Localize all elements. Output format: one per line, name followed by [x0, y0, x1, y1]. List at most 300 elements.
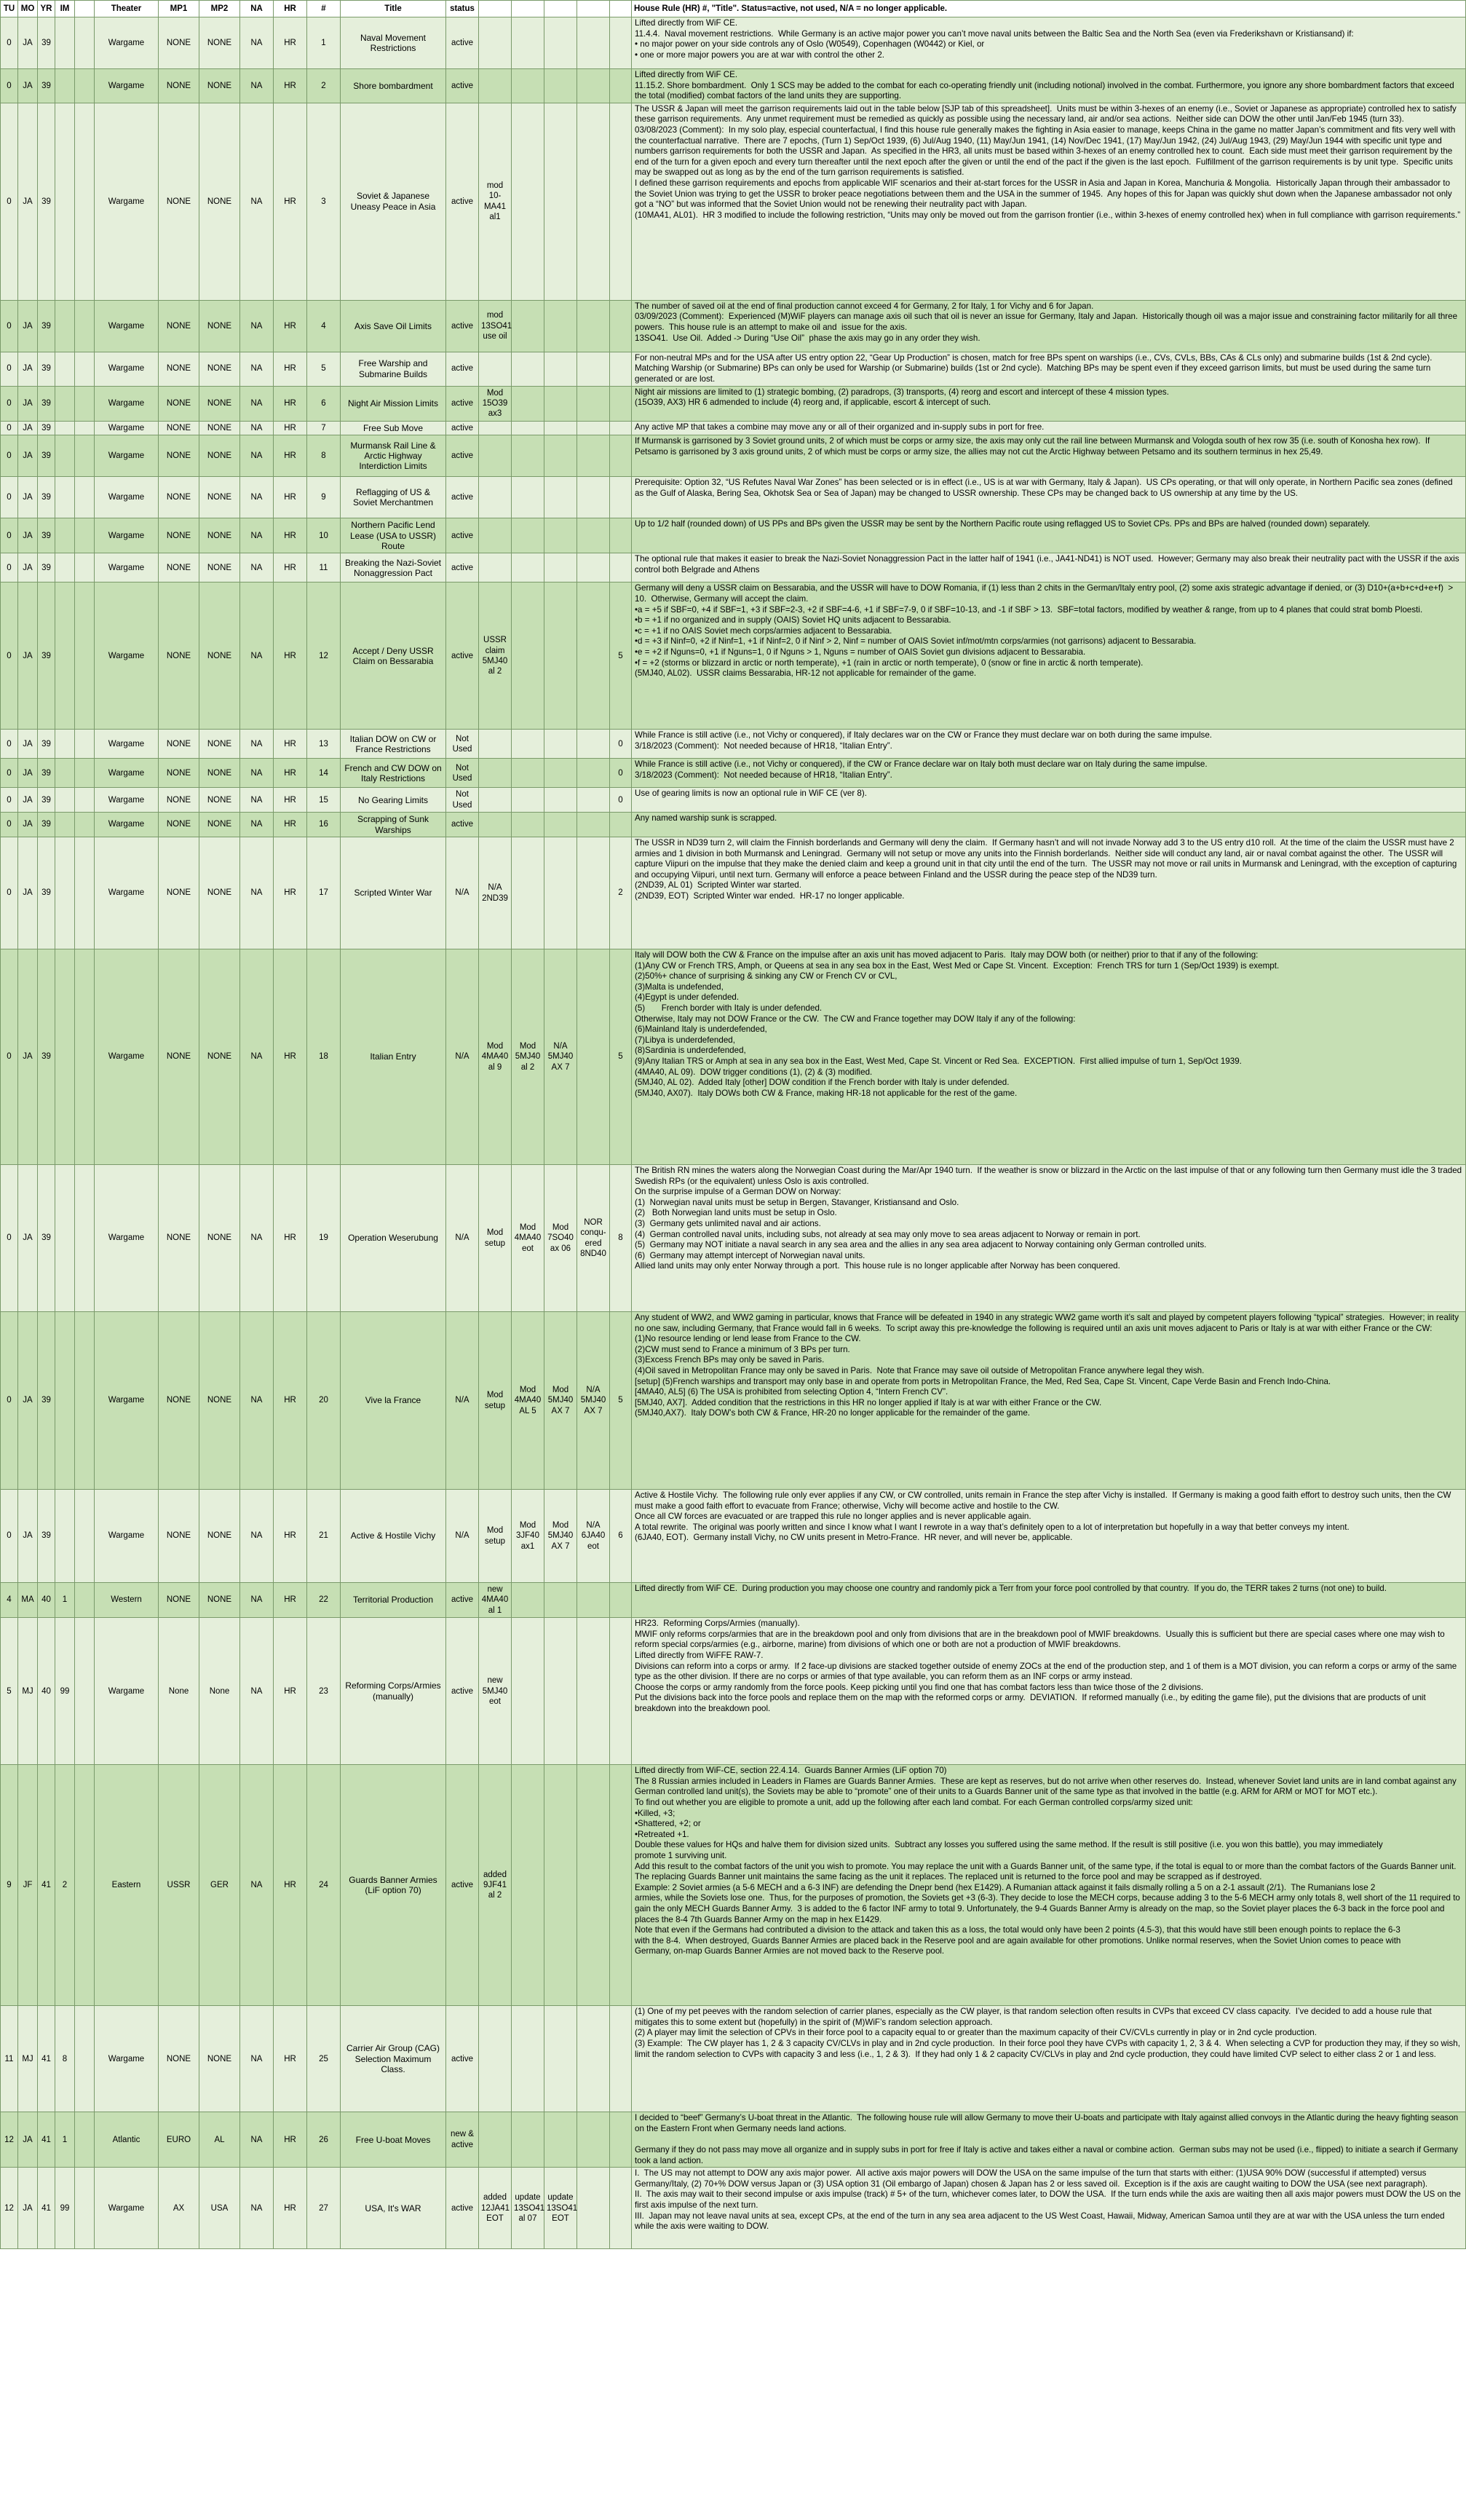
cell-na[interactable]: NA: [240, 352, 274, 386]
cell-blank-a[interactable]: [75, 813, 95, 837]
cell-theater[interactable]: Wargame: [95, 1312, 159, 1490]
cell-hr[interactable]: HR: [274, 813, 307, 837]
cell-mo[interactable]: JA: [18, 103, 38, 300]
cell-mp1[interactable]: NONE: [159, 1583, 199, 1618]
cell-col-o[interactable]: [512, 300, 544, 352]
cell-mp1[interactable]: NONE: [159, 813, 199, 837]
cell-im[interactable]: 99: [55, 1618, 75, 1765]
cell-title[interactable]: Free Warship and Submarine Builds: [341, 352, 446, 386]
cell-col-n[interactable]: mod 13SO41 use oil: [479, 300, 512, 352]
header-hr[interactable]: HR: [274, 1, 307, 17]
cell-col-o[interactable]: [512, 788, 544, 813]
cell-theater[interactable]: Wargame: [95, 553, 159, 582]
cell-yr[interactable]: 39: [38, 477, 55, 518]
cell-status[interactable]: N/A: [446, 1490, 479, 1583]
cell-col-p[interactable]: Mod 7SO40 ax 06: [544, 1165, 577, 1312]
cell-number[interactable]: 4: [307, 300, 341, 352]
cell-na[interactable]: NA: [240, 435, 274, 477]
cell-col-q[interactable]: N/A 6JA40 eot: [577, 1490, 610, 1583]
cell-na[interactable]: NA: [240, 518, 274, 553]
cell-blank-a[interactable]: [75, 788, 95, 813]
cell-tu[interactable]: 0: [1, 1490, 18, 1583]
cell-im[interactable]: [55, 730, 75, 759]
cell-hr[interactable]: HR: [274, 759, 307, 788]
cell-number[interactable]: 25: [307, 2006, 341, 2112]
cell-col-r[interactable]: 2: [610, 837, 632, 949]
header-col-n[interactable]: [479, 1, 512, 17]
cell-number[interactable]: 13: [307, 730, 341, 759]
cell-rule-text[interactable]: The optional rule that makes it easier to break the Nazi-Soviet Nonaggression Pact in the latter half of 1941 (i.e., JA41-ND41) is NOT used. However; Germany may also break their neutrality pact with the USSR if the axis control both Belgrade and Athens: [632, 553, 1466, 582]
cell-rule-text[interactable]: The number of saved oil at the end of final production cannot exceed 4 for Germany, 2 for Italy, 1 for Vichy and 6 for Japan. 03/09/2023 (Comment): Experienced (M)WiF players can manage axis oil such that oil is never an issue for Germany, Italy and Japan. Historically though oil was a major issue and constraining factor militarily for all three powers. This house rule is an attempt to make oil and issue for the axis. 13SO41. Use Oil. Added -> During “Use Oil” phase the axis may go in any order they wish.: [632, 300, 1466, 352]
header-yr[interactable]: YR: [38, 1, 55, 17]
cell-col-p[interactable]: [544, 386, 577, 421]
cell-im[interactable]: [55, 1312, 75, 1490]
cell-col-r[interactable]: 0: [610, 730, 632, 759]
cell-tu[interactable]: 0: [1, 421, 18, 435]
cell-col-q[interactable]: [577, 813, 610, 837]
cell-hr[interactable]: HR: [274, 2168, 307, 2249]
cell-blank-a[interactable]: [75, 352, 95, 386]
cell-col-p[interactable]: [544, 1618, 577, 1765]
cell-mo[interactable]: JA: [18, 17, 38, 69]
cell-na[interactable]: NA: [240, 1312, 274, 1490]
cell-col-r[interactable]: [610, 103, 632, 300]
cell-col-n[interactable]: mod 10-MA41 al1: [479, 103, 512, 300]
cell-col-r[interactable]: [610, 435, 632, 477]
cell-status[interactable]: active: [446, 1583, 479, 1618]
cell-blank-a[interactable]: [75, 2006, 95, 2112]
cell-title[interactable]: Italian Entry: [341, 949, 446, 1165]
cell-col-o[interactable]: [512, 69, 544, 103]
cell-yr[interactable]: 39: [38, 813, 55, 837]
cell-yr[interactable]: 39: [38, 518, 55, 553]
cell-yr[interactable]: 39: [38, 1490, 55, 1583]
cell-im[interactable]: [55, 69, 75, 103]
cell-col-o[interactable]: [512, 518, 544, 553]
cell-rule-text[interactable]: I decided to “beef” Germany’s U-boat threat in the Atlantic. The following house rule will allow Germany to move their U-boats and participate with Italy against allied convoys in the Atlantic during the heavy fighting season on the Eastern Front when Germany needs land actions. Germany if they do not pass may move all organize and in supply subs in port for free if Italy is active and takes either a naval or combine action. German subs may not be used (i.e., flipped) to initiate a search if Germany took a land action.: [632, 2112, 1466, 2168]
cell-number[interactable]: 3: [307, 103, 341, 300]
cell-theater[interactable]: Wargame: [95, 1165, 159, 1312]
cell-rule-text[interactable]: Lifted directly from WiF CE. 11.4.4. Naval movement restrictions. While Germany is an active major power you can’t move naval units between the Baltic Sea and the North Sea (even via Frederikshavn or Kristiansand) if: • no major power on your side controls any of Oslo (W0549), Copenhagen (W0442) or Kiel, or • one or more major powers you are at war with control the other 2.: [632, 17, 1466, 69]
cell-col-q[interactable]: [577, 759, 610, 788]
cell-mp2[interactable]: USA: [199, 2168, 240, 2249]
cell-rule-text[interactable]: While France is still active (i.e., not Vichy or conquered), if Italy declares war on the CW or France they must declare war on both during the same impulse. 3/18/2023 (Comment): Not needed because of HR18, “Italian Entry”.: [632, 730, 1466, 759]
cell-status[interactable]: active: [446, 1618, 479, 1765]
cell-tu[interactable]: 12: [1, 2168, 18, 2249]
cell-theater[interactable]: Wargame: [95, 2006, 159, 2112]
cell-hr[interactable]: HR: [274, 949, 307, 1165]
cell-col-p[interactable]: Mod 5MJ40 AX 7: [544, 1490, 577, 1583]
cell-im[interactable]: [55, 435, 75, 477]
cell-im[interactable]: 8: [55, 2006, 75, 2112]
cell-col-p[interactable]: [544, 17, 577, 69]
cell-theater[interactable]: Wargame: [95, 69, 159, 103]
cell-mo[interactable]: JA: [18, 553, 38, 582]
cell-rule-text[interactable]: Lifted directly from WiF CE. 11.15.2. Shore bombardment. Only 1 SCS may be added to the combat for each co-operating friendly unit (including notional) involved in the combat. Furthermore, you ignore any shore bombardment factors that exceed the total (modified) combat factors of the land units they are supporting.: [632, 69, 1466, 103]
cell-theater[interactable]: Wargame: [95, 813, 159, 837]
cell-mp2[interactable]: NONE: [199, 69, 240, 103]
cell-status[interactable]: active: [446, 1765, 479, 2006]
cell-status[interactable]: active: [446, 582, 479, 730]
cell-mp1[interactable]: NONE: [159, 730, 199, 759]
cell-tu[interactable]: 0: [1, 435, 18, 477]
cell-theater[interactable]: Wargame: [95, 2168, 159, 2249]
cell-rule-text[interactable]: For non-neutral MPs and for the USA after US entry option 22, “Gear Up Production” is chosen, match for free BPs spent on warships (i.e., CVs, CVLs, BBs, CAs & CLs only) and submarine builds (1st & 2nd cycle). Matching Warship (or Submarine) BPs can only be used for Warship (or Submarine) builds (1st or 2nd cycle). Matching BPs may be spent even if they exceed garrison limits, but must be used during the same turn generated or are lost.: [632, 352, 1466, 386]
cell-mo[interactable]: JA: [18, 759, 38, 788]
cell-mo[interactable]: JF: [18, 1765, 38, 2006]
cell-rule-text[interactable]: Night air missions are limited to (1) strategic bombing, (2) paradrops, (3) transports, (4) reorg and escort and intercept of these 4 mission types. (15O39, AX3) HR 6 admended to include (4) reorg and, if applicable, escort & intercept of such.: [632, 386, 1466, 421]
cell-tu[interactable]: 0: [1, 352, 18, 386]
cell-mp1[interactable]: NONE: [159, 518, 199, 553]
cell-tu[interactable]: 9: [1, 1765, 18, 2006]
cell-im[interactable]: 1: [55, 2112, 75, 2168]
cell-rule-text[interactable]: The British RN mines the waters along the Norwegian Coast during the Mar/Apr 1940 turn. If the weather is snow or blizzard in the Arctic on the last impulse of that or any following turn then Germany must idle the 3 traded Swedish RPs (or the equivalent) unless Oslo is axis controlled. On the surprise impulse of a German DOW on Norway: (1) Norwegian naval units must be setup in Bergen, Stavanger, Kristiansand and Oslo. (2) Both Norwegian land units must be setup in Oslo. (3) Germany gets unlimited naval and air actions. (4) German controlled naval units, including subs, not already at sea may only move to sea areas adjacent to Norway or remain in port. (5) Germany may NOT initiate a naval search in any sea area and the allies in any sea area adjacent to Norway containing only German controlled units. (6) Germany may attempt intercept of Norwegian naval units. Allied land units may only enter Norway through a port. This house rule is no longer applicable after Norway has been conquered.: [632, 1165, 1466, 1312]
cell-hr[interactable]: HR: [274, 553, 307, 582]
cell-tu[interactable]: 4: [1, 1583, 18, 1618]
cell-na[interactable]: NA: [240, 1583, 274, 1618]
cell-blank-a[interactable]: [75, 1583, 95, 1618]
cell-col-q[interactable]: [577, 300, 610, 352]
cell-number[interactable]: 11: [307, 553, 341, 582]
cell-col-n[interactable]: [479, 518, 512, 553]
cell-rule-text[interactable]: Prerequisite: Option 32, “US Refutes Naval War Zones” has been selected or is in effect (i.e., US is at war with Germany, Italy & Japan). US CPs operating, or that will only operate, in Northern Pacific sea zones (defined as the Gulf of Alaska, Bering Sea, Okhotsk Sea or Sea of Japan) may be changed to USSR ownership. These CPs may be changed back to US ownership at any time by the US.: [632, 477, 1466, 518]
cell-mo[interactable]: JA: [18, 477, 38, 518]
cell-theater[interactable]: Wargame: [95, 1490, 159, 1583]
cell-yr[interactable]: 40: [38, 1618, 55, 1765]
cell-na[interactable]: NA: [240, 1165, 274, 1312]
cell-col-o[interactable]: [512, 813, 544, 837]
cell-mp2[interactable]: NONE: [199, 435, 240, 477]
cell-mp1[interactable]: NONE: [159, 759, 199, 788]
cell-status[interactable]: new & active: [446, 2112, 479, 2168]
cell-col-p[interactable]: [544, 69, 577, 103]
cell-number[interactable]: 19: [307, 1165, 341, 1312]
cell-col-r[interactable]: 0: [610, 788, 632, 813]
cell-rule-text[interactable]: Any student of WW2, and WW2 gaming in particular, knows that France will be defeated in 1940 in any strategic WW2 game worth it’s salt and played by competent players following “typical” strategies. However; in reality no one saw, including Germany, that France would fall in 6 weeks. To script away this pre-knowledge the following is required until an axis unit moves adjacent to Paris or Italy is at war with either France or the CW: (1)No resource lending or lend lease from France to the CW. (2)CW must send to France a minimum of 3 BPs per turn. (3)Excess French BPs may only be saved in Paris. (4)Oil saved in Metropolitan France may only be saved in Paris. Note that France may save oil outside of Metropolitan France anywhere legal they wish. [setup] (5)French warships and transport may only base in and operate from ports in Metropolitan France, the Med, Red Sea, Cape St. Vincent, Cape Verde Basin and French Indo-China. [4MA40, AL5] (6) The USA is prohibited from selecting Option 4, “Intern French CV”. [5MJ40, AX7]. Added condition that the restrictions in this HR no longer applied if Italy is at war with either France or the CW. (5MJ40,AX7). Italy DOW’s both CW & France, HR-20 no longer applicable for the remainder of the game.: [632, 1312, 1466, 1490]
cell-col-n[interactable]: new 4MA40 al 1: [479, 1583, 512, 1618]
cell-col-r[interactable]: 5: [610, 582, 632, 730]
cell-mp2[interactable]: NONE: [199, 759, 240, 788]
cell-tu[interactable]: 0: [1, 1165, 18, 1312]
header-mp2[interactable]: MP2: [199, 1, 240, 17]
cell-mp2[interactable]: NONE: [199, 949, 240, 1165]
cell-col-o[interactable]: [512, 103, 544, 300]
cell-na[interactable]: NA: [240, 2168, 274, 2249]
cell-mp2[interactable]: NONE: [199, 300, 240, 352]
cell-title[interactable]: Scripted Winter War: [341, 837, 446, 949]
cell-col-o[interactable]: update 13SO41 al 07: [512, 2168, 544, 2249]
cell-status[interactable]: active: [446, 477, 479, 518]
cell-mp1[interactable]: NONE: [159, 435, 199, 477]
cell-title[interactable]: Scrapping of Sunk Warships: [341, 813, 446, 837]
cell-rule-text[interactable]: Up to 1/2 half (rounded down) of US PPs and BPs given the USSR may be sent by the Northern Pacific route using reflagged US to Soviet CPs. PPs and BPs are halved (rounded down) separately.: [632, 518, 1466, 553]
cell-na[interactable]: NA: [240, 69, 274, 103]
cell-col-q[interactable]: [577, 730, 610, 759]
cell-status[interactable]: Not Used: [446, 788, 479, 813]
header-mp1[interactable]: MP1: [159, 1, 199, 17]
cell-yr[interactable]: 39: [38, 386, 55, 421]
cell-yr[interactable]: 39: [38, 949, 55, 1165]
cell-col-o[interactable]: [512, 435, 544, 477]
cell-mo[interactable]: JA: [18, 69, 38, 103]
header-theater[interactable]: Theater: [95, 1, 159, 17]
cell-col-p[interactable]: N/A 5MJ40 AX 7: [544, 949, 577, 1165]
cell-col-q[interactable]: [577, 103, 610, 300]
cell-col-p[interactable]: [544, 582, 577, 730]
cell-col-p[interactable]: update 13SO41 EOT: [544, 2168, 577, 2249]
cell-col-r[interactable]: [610, 69, 632, 103]
cell-yr[interactable]: 39: [38, 1165, 55, 1312]
cell-col-r[interactable]: 5: [610, 1312, 632, 1490]
cell-tu[interactable]: 0: [1, 477, 18, 518]
cell-number[interactable]: 10: [307, 518, 341, 553]
cell-mp2[interactable]: NONE: [199, 2006, 240, 2112]
cell-hr[interactable]: HR: [274, 2112, 307, 2168]
cell-im[interactable]: 1: [55, 1583, 75, 1618]
cell-title[interactable]: Operation Weserubung: [341, 1165, 446, 1312]
cell-mp1[interactable]: NONE: [159, 1312, 199, 1490]
cell-col-n[interactable]: [479, 421, 512, 435]
cell-col-p[interactable]: [544, 421, 577, 435]
cell-col-p[interactable]: [544, 2112, 577, 2168]
cell-col-r[interactable]: [610, 553, 632, 582]
cell-rule-text[interactable]: While France is still active (i.e., not Vichy or conquered), if the CW or France declare war on Italy both must declare war on Italy during the same impulse. 3/18/2023 (Comment): Not needed because of HR18, “Italian Entry”.: [632, 759, 1466, 788]
header-tu[interactable]: TU: [1, 1, 18, 17]
cell-mp2[interactable]: NONE: [199, 477, 240, 518]
cell-col-n[interactable]: [479, 17, 512, 69]
cell-theater[interactable]: Wargame: [95, 300, 159, 352]
cell-number[interactable]: 2: [307, 69, 341, 103]
cell-col-o[interactable]: [512, 1618, 544, 1765]
cell-col-q[interactable]: [577, 69, 610, 103]
cell-title[interactable]: Italian DOW on CW or France Restrictions: [341, 730, 446, 759]
cell-yr[interactable]: 40: [38, 1583, 55, 1618]
cell-mp1[interactable]: EURO: [159, 2112, 199, 2168]
cell-mp1[interactable]: NONE: [159, 103, 199, 300]
cell-hr[interactable]: HR: [274, 300, 307, 352]
cell-mo[interactable]: JA: [18, 813, 38, 837]
cell-tu[interactable]: 0: [1, 386, 18, 421]
cell-theater[interactable]: Western: [95, 1583, 159, 1618]
cell-number[interactable]: 18: [307, 949, 341, 1165]
cell-mp2[interactable]: NONE: [199, 1312, 240, 1490]
cell-mo[interactable]: JA: [18, 421, 38, 435]
cell-mp1[interactable]: NONE: [159, 553, 199, 582]
cell-title[interactable]: Murmansk Rail Line & Arctic Highway Interdiction Limits: [341, 435, 446, 477]
cell-blank-a[interactable]: [75, 477, 95, 518]
cell-tu[interactable]: 0: [1, 103, 18, 300]
cell-rule-text[interactable]: Any named warship sunk is scrapped.: [632, 813, 1466, 837]
cell-status[interactable]: active: [446, 2006, 479, 2112]
cell-col-r[interactable]: [610, 2168, 632, 2249]
cell-col-o[interactable]: [512, 837, 544, 949]
cell-mp1[interactable]: AX: [159, 2168, 199, 2249]
cell-tu[interactable]: 0: [1, 518, 18, 553]
cell-mp1[interactable]: NONE: [159, 352, 199, 386]
cell-theater[interactable]: Wargame: [95, 730, 159, 759]
cell-hr[interactable]: HR: [274, 1490, 307, 1583]
cell-col-o[interactable]: [512, 421, 544, 435]
cell-col-n[interactable]: new 5MJ40 eot: [479, 1618, 512, 1765]
cell-col-q[interactable]: [577, 477, 610, 518]
cell-tu[interactable]: 0: [1, 582, 18, 730]
cell-col-r[interactable]: [610, 386, 632, 421]
cell-col-p[interactable]: [544, 518, 577, 553]
cell-im[interactable]: 2: [55, 1765, 75, 2006]
header-col-o[interactable]: [512, 1, 544, 17]
cell-hr[interactable]: HR: [274, 435, 307, 477]
cell-col-r[interactable]: 8: [610, 1165, 632, 1312]
cell-yr[interactable]: 39: [38, 788, 55, 813]
cell-yr[interactable]: 41: [38, 2112, 55, 2168]
cell-col-n[interactable]: added 9JF41 al 2: [479, 1765, 512, 2006]
cell-col-p[interactable]: [544, 813, 577, 837]
cell-mp1[interactable]: NONE: [159, 837, 199, 949]
cell-number[interactable]: 27: [307, 2168, 341, 2249]
cell-mp1[interactable]: NONE: [159, 477, 199, 518]
cell-number[interactable]: 9: [307, 477, 341, 518]
cell-status[interactable]: active: [446, 386, 479, 421]
cell-title[interactable]: Northern Pacific Lend Lease (USA to USSR) Route: [341, 518, 446, 553]
cell-na[interactable]: NA: [240, 103, 274, 300]
cell-na[interactable]: NA: [240, 386, 274, 421]
cell-col-p[interactable]: [544, 2006, 577, 2112]
cell-status[interactable]: N/A: [446, 949, 479, 1165]
cell-status[interactable]: active: [446, 421, 479, 435]
cell-rule-text[interactable]: (1) One of my pet peeves with the random selection of carrier planes, especially as the CW player, is that random selection often results in CVPs that exceed CV class capacity. I’ve decided to add a house rule that mitigates this to some extent but (hopefully) in the spirit of (M)WiF’s random selection approach. (2) A player may limit the selection of CPVs in their force pool to a capacity equal to or greater than the maximum capacity of their CV/CVLs currently in play or in 2nd cycle production. (3) Example: The CW player has 1, 2 & 3 capacity CV/CLVs in play and in 2nd cycle production. In their force pool they have CVPs with capacity 1, 2, 3 & 4. When selecting a CVP for production they may, if they so wish, limit the random selection to CVPs with capacity 3 and less (i.e., 1, 2 & 3). If they had only 1 & 2 capacity CV/CLVs in play and 2nd cycle production, they could have limited CVP select to either class 2 or 1 and less.: [632, 2006, 1466, 2112]
cell-status[interactable]: active: [446, 69, 479, 103]
cell-rule-text[interactable]: Active & Hostile Vichy. The following rule only ever applies if any CW, or CW controlled, units remain in France the step after Vichy is installed. If Germany is making a good faith effort to destroy such units, then the CW must make a good faith effort to evacuate from France; otherwise, Vichy will become active and hostile to the CW. Once all CW forces are evacuated or are trapped this rule no longer applies and is never applicable again. A total rewrite. The original was poorly written and since I know what I want I rewrote in a way that’s definitely open to a lot of interpretation but hopefully in a way that better conveys my intent. (6JA40, EOT). Germany install Vichy, no CW units present in Metro-France. HR never, and will never be, applicable.: [632, 1490, 1466, 1583]
cell-mp2[interactable]: NONE: [199, 837, 240, 949]
cell-im[interactable]: [55, 813, 75, 837]
cell-number[interactable]: 8: [307, 435, 341, 477]
cell-yr[interactable]: 39: [38, 300, 55, 352]
cell-title[interactable]: Territorial Production: [341, 1583, 446, 1618]
cell-col-n[interactable]: N/A 2ND39: [479, 837, 512, 949]
cell-mp2[interactable]: NONE: [199, 730, 240, 759]
cell-col-p[interactable]: [544, 300, 577, 352]
cell-theater[interactable]: Wargame: [95, 17, 159, 69]
cell-col-q[interactable]: [577, 435, 610, 477]
cell-tu[interactable]: 0: [1, 730, 18, 759]
cell-mp1[interactable]: NONE: [159, 788, 199, 813]
cell-title[interactable]: Guards Banner Armies (LiF option 70): [341, 1765, 446, 2006]
cell-tu[interactable]: 0: [1, 813, 18, 837]
cell-hr[interactable]: HR: [274, 582, 307, 730]
cell-title[interactable]: French and CW DOW on Italy Restrictions: [341, 759, 446, 788]
cell-title[interactable]: Soviet & Japanese Uneasy Peace in Asia: [341, 103, 446, 300]
cell-blank-a[interactable]: [75, 1490, 95, 1583]
cell-status[interactable]: active: [446, 2168, 479, 2249]
cell-yr[interactable]: 41: [38, 2006, 55, 2112]
cell-number[interactable]: 24: [307, 1765, 341, 2006]
cell-hr[interactable]: HR: [274, 477, 307, 518]
cell-mp2[interactable]: NONE: [199, 1165, 240, 1312]
cell-theater[interactable]: Wargame: [95, 435, 159, 477]
cell-col-q[interactable]: [577, 1765, 610, 2006]
cell-tu[interactable]: 0: [1, 17, 18, 69]
cell-hr[interactable]: HR: [274, 1618, 307, 1765]
cell-hr[interactable]: HR: [274, 1765, 307, 2006]
cell-im[interactable]: [55, 837, 75, 949]
cell-mp1[interactable]: NONE: [159, 421, 199, 435]
cell-yr[interactable]: 39: [38, 421, 55, 435]
cell-yr[interactable]: 39: [38, 352, 55, 386]
cell-number[interactable]: 20: [307, 1312, 341, 1490]
cell-col-n[interactable]: [479, 477, 512, 518]
cell-yr[interactable]: 39: [38, 435, 55, 477]
cell-col-o[interactable]: [512, 1583, 544, 1618]
cell-number[interactable]: 17: [307, 837, 341, 949]
cell-na[interactable]: NA: [240, 1618, 274, 1765]
cell-blank-a[interactable]: [75, 837, 95, 949]
cell-number[interactable]: 21: [307, 1490, 341, 1583]
cell-tu[interactable]: 0: [1, 788, 18, 813]
cell-na[interactable]: NA: [240, 813, 274, 837]
cell-status[interactable]: active: [446, 435, 479, 477]
cell-mp2[interactable]: NONE: [199, 1490, 240, 1583]
cell-na[interactable]: NA: [240, 730, 274, 759]
cell-col-r[interactable]: 5: [610, 949, 632, 1165]
cell-col-q[interactable]: [577, 837, 610, 949]
cell-col-p[interactable]: [544, 759, 577, 788]
cell-rule-text[interactable]: The USSR & Japan will meet the garrison requirements laid out in the table below [SJP tab of this spreadsheet]. Units must be within 3-hexes of an enemy (i.e., Soviet or Japanese as appropriate) controlled hex to satisfy these garrison requirements. Any unmet requirement must be remedied as quickly as possible using the necessary land, air and/or sea actions. Neither side can DOW the other until Jan/Feb 1945 (turn 33). 03/08/2023 (Comment): In my solo play, especial counterfactual, I find this house rule generally makes the fighting in Asia easier to manage, keeps China in the game no matter Japan’s commitment and fits very well with the counterfactual narrative. There are 7 epochs, (Turn 1) Sep/Oct 1939, (6) Jul/Aug 1940, (11) May/Jun 1941, (14) Nov/Dec 1941, (17) May/Jun 1942, (24) Jul/Aug 1943, (29) May/Jun 1944 with specific unit type and numbers garrison requirements for both the USSR and Japan. As specified in the HR3, all units must be based within 3-hexes of an enemy controlled hex to count. Each side must meet their garrison requirement by the end of the turn for a given epoch and every turn thereafter until the next epoch after the given or until the end of the pact if the given is the last epoch. Fulfillment of the garrison requirements is by unit type. Specific units may be swapped out as long as by the end of the turn garrison requirements is satisfied. I defined these garrison requirements and epochs from applicable WIF scenarios and their at-start forces for the USSR in Asia and Japan in Korea, Manchuria & Mongolia. Historically Japan through their ambassador to the Soviet Union was trying to get the USSR to broker peace negotiations between them and the USA in the summer of 1945. Any hopes of this for Japan was quickly shut down when the Japanese ambassador not only got a “NO” but was informed that the Soviet Union would not be renewing their neutrality pact with Japan. (10MA41, AL01). HR 3 modified to include the following restriction, “Units may only be moved out from the garrison frontier (i.e., within 3-hexes of enemy controlled hex) when in full compliance with garrison requirements.”: [632, 103, 1466, 300]
cell-mp2[interactable]: NONE: [199, 17, 240, 69]
cell-number[interactable]: 15: [307, 788, 341, 813]
cell-col-r[interactable]: [610, 2006, 632, 2112]
cell-blank-a[interactable]: [75, 2168, 95, 2249]
cell-col-n[interactable]: Mod 15O39 ax3: [479, 386, 512, 421]
cell-mo[interactable]: JA: [18, 300, 38, 352]
cell-status[interactable]: active: [446, 518, 479, 553]
cell-title[interactable]: Free U-boat Moves: [341, 2112, 446, 2168]
cell-col-o[interactable]: Mod 4MA40 eot: [512, 1165, 544, 1312]
cell-hr[interactable]: HR: [274, 69, 307, 103]
cell-col-n[interactable]: Mod setup: [479, 1165, 512, 1312]
cell-hr[interactable]: HR: [274, 1165, 307, 1312]
cell-col-n[interactable]: added 12JA41 EOT: [479, 2168, 512, 2249]
cell-im[interactable]: [55, 582, 75, 730]
cell-col-n[interactable]: [479, 759, 512, 788]
cell-col-o[interactable]: [512, 730, 544, 759]
cell-mp1[interactable]: NONE: [159, 949, 199, 1165]
cell-col-q[interactable]: [577, 788, 610, 813]
cell-mo[interactable]: MJ: [18, 2006, 38, 2112]
cell-yr[interactable]: 39: [38, 17, 55, 69]
cell-rule-text[interactable]: Germany will deny a USSR claim on Bessarabia, and the USSR will have to DOW Romania, if (1) less than 2 chits in the German/Italy entry pool, (2) some axis strategic advantage if denied, or (3) D10+(a+b+c+d+e+f) > 10. Otherwise, Germany will accept the claim. •a = +5 if SBF=0, +4 if SBF=1, +3 if SBF=2-3, +2 if SBF=4-6, +1 if SBF=7-9, 0 if SBF=10-13, and -1 if SBF > 13. SBF=total factors, modified by weather & range, from up to 4 planes that could strat bomb Ploesti. •b = +1 if no organized and in supply (OAIS) Soviet HQ units adjacent to Bessarabia. •c = +1 if no OAIS Soviet mech corps/armies adjacent to Bessarabia. •d = +3 if Ninf=0, +2 if Ninf=1, +1 if Ninf=2, 0 if Ninf > 2, Ninf = number of OAIS Soviet inf/mot/mtn corps/armies (not garrisons) adjacent to Bessarabia. •e = +2 if Nguns=0, +1 if Nguns=1, 0 if Nguns > 1, Nguns = number of OAIS Soviet gun divisions adjacent to Bessarabia. •f = +2 (storms or blizzard in arctic or north temperate), +1 (rain in arctic or north temperate), 0 (snow or fine in arctic & north temperate). (5MJ40, AL02). USSR claims Bessarabia, HR-12 not applicable for remainder of the game.: [632, 582, 1466, 730]
cell-col-r[interactable]: [610, 1583, 632, 1618]
cell-na[interactable]: NA: [240, 1765, 274, 2006]
cell-col-r[interactable]: [610, 813, 632, 837]
cell-number[interactable]: 16: [307, 813, 341, 837]
cell-number[interactable]: 23: [307, 1618, 341, 1765]
header-mo[interactable]: MO: [18, 1, 38, 17]
cell-col-o[interactable]: [512, 17, 544, 69]
cell-yr[interactable]: 39: [38, 582, 55, 730]
cell-title[interactable]: Reflagging of US & Soviet Merchantmen: [341, 477, 446, 518]
cell-mp2[interactable]: NONE: [199, 788, 240, 813]
cell-mp2[interactable]: AL: [199, 2112, 240, 2168]
cell-rule-text[interactable]: If Murmansk is garrisoned by 3 Soviet ground units, 2 of which must be corps or army size, the axis may only cut the rail line between Murmansk and Vologda south of hex row 35 (i.e. south of Konosha hex row). If Petsamo is garrisoned by 3 axis ground units, 2 of which must be corps or army size, the allies may not cut the Arctic Highway between Petsamo and its southern terminus in hex 25,49.: [632, 435, 1466, 477]
cell-col-o[interactable]: [512, 759, 544, 788]
cell-col-n[interactable]: [479, 553, 512, 582]
cell-tu[interactable]: 0: [1, 69, 18, 103]
cell-rule-text[interactable]: Italy will DOW both the CW & France on the impulse after an axis unit has moved adjacent to Paris. Italy may DOW both (or neither) prior to that if any of the following: (1)Any CW or French TRS, Amph, or Queens at sea in any sea box in the East, West Med or Cape St. Vincent. Exception: French TRS for turn 1 (Sep/Oct 1939) is exempt. (2)50%+ chance of surprising & sinking any CW or French CV or CVL, (3)Malta is undefended, (4)Egypt is under defended. (5) French border with Italy is under defended. Otherwise, Italy may not DOW France or the CW. The CW and France together may DOW Italy if any of the following: (6)Mainland Italy is underdefended, (7)Libya is underdefended, (8)Sardinia is underdefended, (9)Any Italian TRS or Amph at sea in any sea box in the East, West Med, Cape St. Vincent or Red Sea. EXCEPTION. First allied impulse of turn 1, Sep/Oct 1939. (4MA40, AL 09). DOW trigger conditions (1), (2) & (3) modified. (5MJ40, AL 02). Added Italy [other] DOW condition if the French border with Italy is under defended. (5MJ40, AX07). Italy DOWs both CW & France, making HR-18 not applicable for the rest of the game.: [632, 949, 1466, 1165]
cell-yr[interactable]: 39: [38, 837, 55, 949]
cell-tu[interactable]: 0: [1, 553, 18, 582]
cell-na[interactable]: NA: [240, 582, 274, 730]
cell-na[interactable]: NA: [240, 477, 274, 518]
